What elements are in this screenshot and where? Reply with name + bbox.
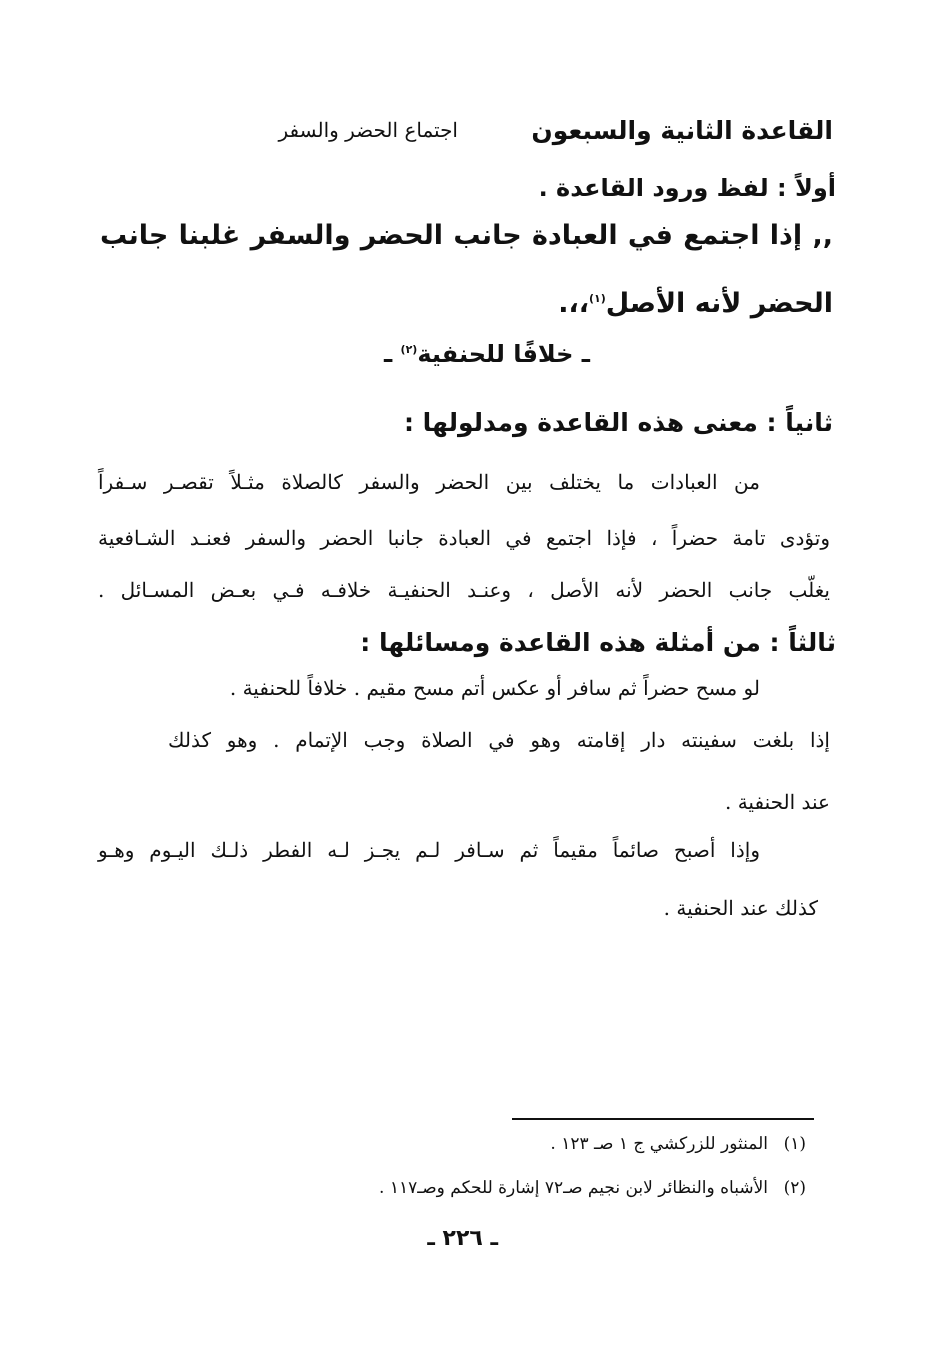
rule-title: القاعدة الثانية والسبعون	[531, 116, 833, 145]
quote-close: ،،.	[558, 288, 589, 319]
khilaf-close: ـ	[383, 340, 401, 368]
section2-line-3: يغلّب جانب الحضر لأنه الأصل ، وعنـد الحنفيـة خلافـه فـي بعـض المسـائل .	[98, 578, 830, 602]
footnote-text: الأشباه والنظائر لابن نجيم صـ٧٢ إشارة للحكم وصـ١١٧ .	[379, 1178, 768, 1198]
section3-heading: ثالثاً : من أمثلة هذه القاعدة ومسائلها :	[360, 628, 836, 657]
example-2-line-1: إذا بلغت سفينته دار إقامته وهو في الصلاة وجب الإتمام . وهو كذلك	[168, 728, 830, 752]
khilaf-line	[384, 340, 590, 368]
footnote-number: (١)	[783, 1134, 806, 1154]
quote-line-2	[558, 288, 833, 319]
example-2-line-2: عند الحنفية .	[724, 790, 830, 814]
khilaf-text: ـ خلافًا للحنفية	[417, 340, 590, 368]
example-1: لو مسح حضراً ثم سافر أو عكس أتم مسح مقيم . خلافاً للحنفية .	[229, 676, 760, 700]
footnote-text: المنثور للزركشي ج ١ صـ ١٢٣ .	[550, 1134, 768, 1154]
footnote-1	[550, 1134, 806, 1154]
rule-topic: اجتماع الحضر والسفر	[278, 118, 458, 142]
footnote-ref-2[interactable]: (٢)	[400, 343, 418, 356]
footnote-number: (٢)	[783, 1178, 806, 1198]
section2-heading: ثانياً : معنى هذه القاعدة ومدلولها :	[403, 408, 833, 437]
quote-text: الحضر لأنه الأصل	[605, 288, 833, 319]
section2-line-1: من العبادات ما يختلف بين الحضر والسفر كالصلاة مثـلاً تقصـر سـفراً	[98, 470, 760, 494]
section1-heading: أولاً : لفظ ورود القاعدة .	[538, 174, 836, 202]
example-3-line-2: كذلك عند الحنفية .	[663, 896, 818, 920]
quote-line-1: ,, إذا اجتمع في العبادة جانب الحضر والسفر غلبنا جانب	[100, 220, 833, 251]
footnote-2	[379, 1178, 806, 1198]
footnote-divider	[512, 1118, 814, 1120]
example-3-line-1: وإذا أصبح صائماً مقيماً ثم سـافر لـم يجـز لـه الفطر ذلـك اليـوم وهـو	[98, 838, 760, 862]
page-number: ـ ٢٢٦ ـ	[427, 1226, 498, 1251]
section2-line-2: وتؤدى تامة حضراً ، فإذا اجتمع في العبادة جانبا الحضر والسفر فعنـد الشـافعية	[98, 526, 830, 550]
footnote-ref-1[interactable]: (١)	[588, 292, 606, 305]
